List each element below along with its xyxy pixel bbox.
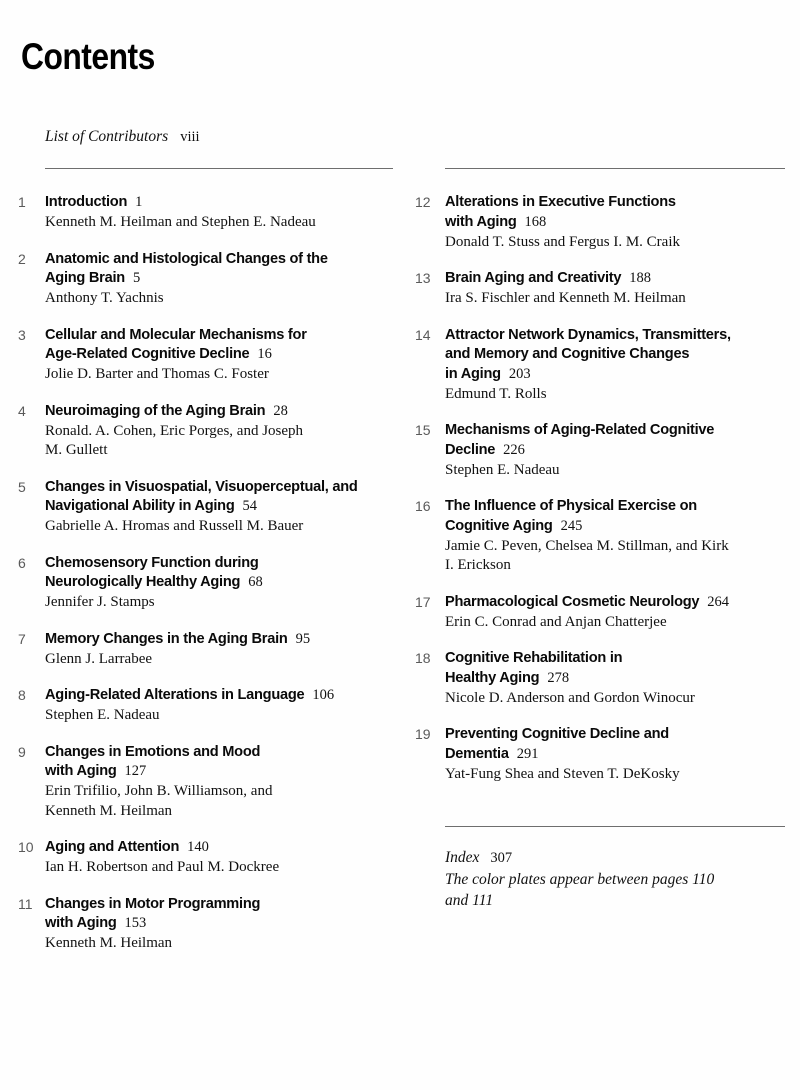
chapter-title <box>45 686 393 706</box>
chapter-title-line: Decline 226 <box>445 441 525 458</box>
chapter-page-number: 291 <box>516 745 539 762</box>
toc-entry[interactable] <box>415 421 785 480</box>
chapter-authors <box>45 422 393 461</box>
front-matter-entry <box>45 128 200 146</box>
chapter-authors-line: Jamie C. Peven, Chelsea M. Stillman, and Kirk <box>445 537 729 554</box>
chapter-number: 18 <box>415 650 431 666</box>
chapter-title-line: Changes in Motor Programming <box>45 895 261 912</box>
chapter-page-number: 264 <box>707 593 730 610</box>
chapter-title-line: Mechanisms of Aging-Related Cognitive <box>445 422 715 438</box>
chapter-page-number: 203 <box>508 365 531 382</box>
chapter-authors-line: Kenneth M. Heilman and Stephen E. Nadeau <box>45 214 316 230</box>
footer-rule <box>445 826 785 827</box>
index-label: Index <box>445 849 480 866</box>
chapter-title <box>445 326 785 385</box>
chapter-authors <box>445 689 785 709</box>
chapter-number: 6 <box>18 554 26 571</box>
chapter-authors <box>445 385 785 405</box>
chapter-title <box>45 630 393 650</box>
chapter-number: 7 <box>18 630 26 647</box>
column-rule-right <box>445 168 785 169</box>
chapter-authors <box>445 613 785 633</box>
chapter-page-number: 168 <box>524 213 547 230</box>
chapter-authors-line: Kenneth M. Heilman <box>45 802 173 819</box>
chapter-title <box>45 193 393 213</box>
chapter-authors-line: Donald T. Stuss and Fergus I. M. Craik <box>445 233 680 250</box>
chapter-authors <box>45 517 393 537</box>
toc-entry-list-left <box>18 193 393 954</box>
chapter-title <box>445 193 785 232</box>
chapter-authors-line: Jolie D. Barter and Thomas C. Foster <box>45 366 269 382</box>
chapter-authors <box>45 650 393 670</box>
toc-column-right <box>415 168 785 801</box>
chapter-authors <box>445 765 785 785</box>
color-plates-note-line: The color plates appear between pages 110 <box>445 871 715 888</box>
chapter-title-line: Age-Related Cognitive Decline 16 <box>45 346 272 362</box>
chapter-authors-line: Erin Trifilio, John B. Williamson, and <box>45 783 273 799</box>
toc-entry[interactable] <box>415 497 785 576</box>
chapter-title-line: Cellular and Molecular Mechanisms for <box>45 326 307 343</box>
chapter-title-line: Anatomic and Histological Changes of the <box>45 250 328 267</box>
chapter-number: 13 <box>415 270 431 286</box>
chapter-authors <box>45 289 393 309</box>
chapter-number: 4 <box>18 402 26 419</box>
chapter-page-number: 95 <box>295 630 311 647</box>
chapter-title <box>445 593 785 613</box>
chapter-title-line: Neurologically Healthy Aging 68 <box>45 574 263 590</box>
chapter-page-number: 245 <box>560 517 583 534</box>
chapter-title-line: Dementia 291 <box>445 745 539 762</box>
chapter-authors <box>45 365 393 385</box>
toc-entry[interactable] <box>415 326 785 405</box>
chapter-authors <box>45 858 393 878</box>
chapter-title <box>445 421 785 460</box>
chapter-number: 1 <box>18 194 26 210</box>
color-plates-note-line: and 111 <box>445 892 494 909</box>
chapter-number: 5 <box>18 478 26 495</box>
toc-entry[interactable] <box>18 630 393 670</box>
chapter-page-number: 1 <box>135 194 143 210</box>
chapter-authors-line: Stephen E. Nadeau <box>445 461 560 478</box>
chapter-title-line: Preventing Cognitive Decline and <box>445 726 669 742</box>
chapter-number: 2 <box>18 250 26 267</box>
chapter-title <box>445 497 785 536</box>
chapter-title <box>45 478 393 517</box>
chapter-authors-line: M. Gullett <box>45 442 108 458</box>
chapter-title-line: Introduction 1 <box>45 194 143 210</box>
chapter-authors-line: Edmund T. Rolls <box>445 385 547 402</box>
chapter-title-line: Brain Aging and Creativity 188 <box>445 270 651 286</box>
chapter-title-line: with Aging 153 <box>45 915 147 931</box>
chapter-page-number: 16 <box>257 346 272 362</box>
chapter-title-line: Chemosensory Function during <box>45 554 259 571</box>
chapter-authors <box>45 593 393 613</box>
toc-entry[interactable] <box>18 402 393 461</box>
chapter-number: 9 <box>18 743 26 760</box>
toc-entry[interactable] <box>18 478 393 537</box>
page-title: Contents <box>21 36 155 77</box>
toc-entry[interactable] <box>18 554 393 613</box>
chapter-page-number: 278 <box>547 669 570 686</box>
chapter-page-number: 54 <box>242 498 258 514</box>
chapter-authors <box>45 782 393 821</box>
chapter-number: 8 <box>18 687 26 703</box>
chapter-number: 12 <box>415 194 431 210</box>
chapter-page-number: 106 <box>312 687 335 703</box>
chapter-authors-line: Jennifer J. Stamps <box>45 594 155 610</box>
chapter-authors-line: I. Erickson <box>445 557 511 573</box>
chapter-page-number: 140 <box>187 839 209 855</box>
toc-entry[interactable] <box>18 838 393 878</box>
front-matter-label: List of Contributors <box>45 128 169 145</box>
toc-entry[interactable] <box>415 649 785 708</box>
toc-entry[interactable] <box>415 193 785 252</box>
chapter-authors <box>45 706 393 726</box>
chapter-title-line: Aging-Related Alterations in Language 106 <box>45 687 335 703</box>
chapter-title <box>45 554 393 593</box>
chapter-page-number: 68 <box>248 574 263 590</box>
chapter-title-line: The Influence of Physical Exercise on <box>445 498 697 514</box>
chapter-title-line: Aging and Attention 140 <box>45 839 209 855</box>
chapter-title <box>45 895 393 934</box>
chapter-number: 3 <box>18 326 26 343</box>
chapter-authors-line: Nicole D. Anderson and Gordon Winocur <box>445 689 695 706</box>
chapter-title-line: Attractor Network Dynamics, Transmitters, <box>445 326 731 343</box>
chapter-authors-line: Kenneth M. Heilman <box>45 935 173 951</box>
chapter-title <box>445 269 785 289</box>
chapter-authors-line: Yat-Fung Shea and Steven T. DeKosky <box>445 765 680 782</box>
chapter-number: 10 <box>18 839 34 855</box>
chapter-page-number: 127 <box>124 763 147 779</box>
chapter-authors <box>445 461 785 481</box>
chapter-authors-line: Ronald. A. Cohen, Eric Porges, and Joseph <box>45 422 304 439</box>
toc-entry-list-right <box>415 193 785 784</box>
chapter-title-line: Cognitive Aging 245 <box>445 517 583 534</box>
chapter-authors-line: Ira S. Fischler and Kenneth M. Heilman <box>445 290 686 306</box>
chapter-title <box>45 250 393 289</box>
chapter-authors-line: Anthony T. Yachnis <box>45 290 164 306</box>
chapter-number: 11 <box>18 895 33 912</box>
chapter-authors-line: Stephen E. Nadeau <box>45 707 160 723</box>
index-page-number: 307 <box>490 850 513 866</box>
index-entry <box>445 847 785 869</box>
chapter-title-line: Pharmacological Cosmetic Neurology 264 <box>445 593 730 610</box>
chapter-number: 15 <box>415 422 431 438</box>
chapter-title-line: Memory Changes in the Aging Brain 95 <box>45 630 311 647</box>
chapter-title <box>45 743 393 782</box>
column-rule-left <box>45 168 393 169</box>
chapter-page-number: 188 <box>629 270 651 286</box>
chapter-page-number: 28 <box>273 402 288 419</box>
chapter-title-line: Cognitive Rehabilitation in <box>445 650 623 666</box>
chapter-authors <box>45 934 393 954</box>
chapter-title-line: with Aging 168 <box>445 213 547 230</box>
chapter-number: 19 <box>415 726 431 742</box>
chapter-title-line: Navigational Ability in Aging 54 <box>45 498 258 514</box>
chapter-title-line: Healthy Aging 278 <box>445 669 570 686</box>
front-matter-page-number: viii <box>180 129 200 145</box>
chapter-authors-line: Erin C. Conrad and Anjan Chatterjee <box>445 613 667 630</box>
toc-footer <box>445 826 785 911</box>
chapter-title-line: with Aging 127 <box>45 763 147 779</box>
chapter-authors-line: Gabrielle A. Hromas and Russell M. Bauer <box>45 518 304 534</box>
toc-entry[interactable] <box>18 250 393 309</box>
chapter-authors <box>445 537 785 576</box>
chapter-title-line: in Aging 203 <box>445 365 531 382</box>
chapter-title-line: Changes in Visuospatial, Visuoperceptual, and <box>45 478 358 495</box>
chapter-page-number: 226 <box>503 441 525 458</box>
chapter-authors-line: Ian H. Robertson and Paul M. Dockree <box>45 859 280 875</box>
chapter-title <box>445 649 785 688</box>
chapter-title <box>445 725 785 764</box>
chapter-title <box>45 402 393 422</box>
chapter-number: 16 <box>415 498 431 514</box>
chapter-title-line: Alterations in Executive Functions <box>445 194 676 210</box>
chapter-authors <box>45 213 393 233</box>
toc-entry[interactable] <box>415 593 785 633</box>
chapter-page-number: 153 <box>124 915 147 931</box>
chapter-authors <box>445 289 785 309</box>
toc-entry[interactable] <box>415 269 785 309</box>
toc-entry[interactable] <box>18 686 393 726</box>
chapter-title-line: Aging Brain 5 <box>45 270 141 286</box>
chapter-title-line: and Memory and Cognitive Changes <box>445 346 690 362</box>
toc-entry[interactable] <box>18 743 393 822</box>
chapter-page-number: 5 <box>132 270 141 286</box>
chapter-number: 17 <box>415 593 431 610</box>
chapter-authors-line: Glenn J. Larrabee <box>45 650 153 667</box>
toc-column-left <box>18 168 393 971</box>
chapter-title-line: Neuroimaging of the Aging Brain 28 <box>45 402 288 419</box>
toc-entry[interactable] <box>18 326 393 385</box>
chapter-number: 14 <box>415 326 431 343</box>
chapter-authors <box>445 233 785 253</box>
toc-entry[interactable] <box>18 193 393 233</box>
chapter-title-line: Changes in Emotions and Mood <box>45 743 261 760</box>
footer-text <box>445 847 785 911</box>
chapter-title <box>45 838 393 858</box>
toc-entry[interactable] <box>415 725 785 784</box>
chapter-title <box>45 326 393 365</box>
toc-entry[interactable] <box>18 895 393 954</box>
